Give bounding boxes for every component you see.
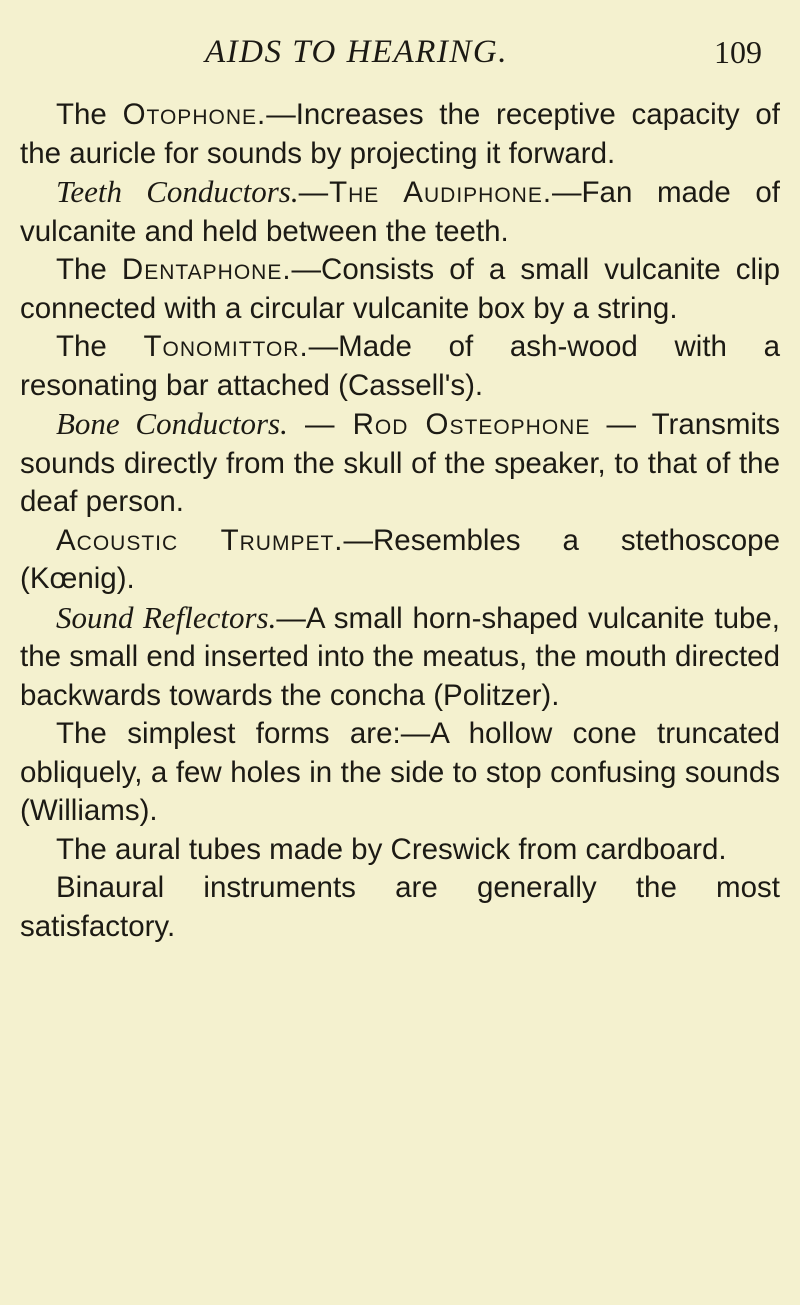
paragraph-binaural: [20, 869, 780, 946]
term-tonomittor: Tonomittor.: [143, 330, 309, 363]
running-head: [0, 34, 800, 74]
heading-teeth-conductors: Teeth Conductors.: [56, 174, 299, 209]
paragraph-text: — Transmits sounds directly from the skull of the speaker, to that of the deaf person.: [20, 408, 780, 518]
paragraph-bone-conductors: [20, 405, 780, 522]
paragraph-text: —Resembles a stethoscope (Kœnig).: [20, 523, 780, 595]
paragraph-simplest-forms: [20, 715, 780, 831]
page-number: 109: [714, 34, 762, 70]
heading-sound-reflectors: Sound Reflectors.: [56, 599, 277, 635]
paragraph-sound-reflectors: [20, 599, 780, 716]
heading-bone-conductors: Bone Conductors.: [56, 406, 288, 441]
lead-word: The: [56, 98, 107, 131]
lead-word: The: [56, 253, 107, 286]
paragraph-tonomittor: [20, 328, 780, 405]
paragraph-text: —Consists of a small vulcanite clip connected with a circular vulcanite box by a string.: [20, 253, 780, 325]
paragraph-teeth-conductors: [20, 173, 780, 251]
term-rod-osteophone: — Rod Osteophone: [287, 408, 591, 441]
paragraph-text: Binaural instruments are generally the most satisfactory.: [20, 871, 780, 943]
paragraph-text: —Increases the receptive capacity of the auricle for sounds by projecting it forward.: [20, 98, 780, 170]
paragraph-text: The aural tubes made by Creswick from cardboard.: [56, 832, 727, 866]
paragraph-aural-tubes: [20, 831, 780, 870]
term-dentaphone: Dentaphone.: [121, 253, 292, 286]
paragraph-text: —Fan made of vulcanite and held between the teeth.: [20, 176, 780, 248]
paragraph-dentaphone: [20, 251, 780, 328]
paragraph-acoustic-trumpet: [20, 522, 780, 599]
term-otophone: Otophone.: [122, 98, 267, 131]
lead-word: The: [56, 330, 107, 363]
paragraph-text: The simplest forms are:—A hollow cone truncated obliquely, a few holes in the side to stop confusing sounds (Williams).: [20, 717, 780, 827]
paragraph-text: —A small horn-shaped vulcanite tube, the small end inserted into the meatus, the mouth directed backwards towards the concha (Politzer).: [20, 601, 780, 712]
term-acoustic-trumpet: Acoustic Trumpet.: [56, 523, 344, 557]
term-audiphone: —The Audiphone.: [298, 176, 553, 209]
paragraph-text: —Made of ash-wood with a resonating bar attached (Cassell's).: [20, 330, 780, 402]
body-text: [20, 96, 780, 946]
running-title: AIDS TO HEARING.: [205, 34, 508, 70]
paragraph-otophone: [20, 96, 780, 173]
